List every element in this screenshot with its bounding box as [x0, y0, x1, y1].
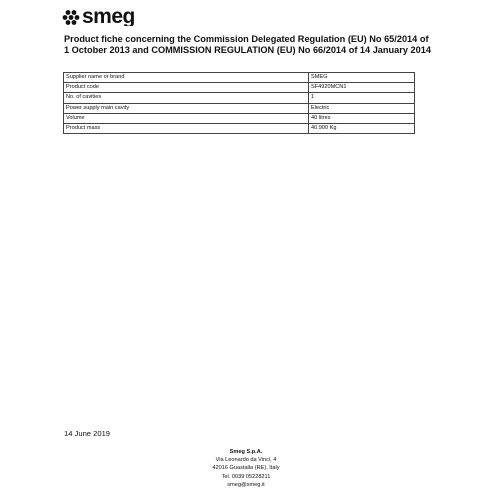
row-label: Product mass	[64, 123, 309, 133]
row-label: Product code	[64, 83, 309, 93]
row-label: Volume	[64, 113, 309, 123]
smeg-logo	[62, 4, 152, 26]
row-value: 40.900 Kg	[309, 123, 415, 133]
table-row	[64, 103, 415, 113]
row-value: 40 litres	[309, 113, 415, 123]
footer-company: Smeg S.p.A.	[229, 449, 263, 455]
document-heading: Product fiche concerning the Commission Delegated Regulation (EU) No 65/2014 of 1 October 2013 and COMMISSION REGULATION (EU) No 66/2014 of 14 January 2014	[64, 34, 431, 55]
smeg-dots-logo-icon	[62, 4, 152, 26]
row-label: Power supply main cavity	[64, 103, 309, 113]
document-date: 14 June 2019	[64, 429, 111, 438]
row-value: SMEG	[309, 73, 415, 83]
footer-phone: Tel. 0039 05228211	[221, 473, 271, 480]
row-label: Supplier name or brand	[64, 73, 309, 83]
row-label: No. of cavities	[64, 93, 309, 103]
row-value: Electric	[309, 103, 415, 113]
table-row	[64, 93, 415, 103]
footer-email: smeg@smeg.it	[227, 481, 265, 488]
table-row	[64, 83, 415, 93]
row-value: 1	[309, 93, 415, 103]
product-fiche-table	[63, 72, 415, 134]
footer-address-line2: 42016 Guastalla (RE), Italy	[212, 465, 280, 472]
footer-address-line1: Via Leonardo da Vinci, 4	[215, 457, 277, 464]
smeg-logo-text: smeg	[82, 5, 135, 26]
table-row	[64, 73, 415, 83]
company-footer	[168, 448, 324, 489]
row-value: SF4920MCN1	[309, 83, 415, 93]
table-row	[64, 123, 415, 133]
table-row	[64, 113, 415, 123]
